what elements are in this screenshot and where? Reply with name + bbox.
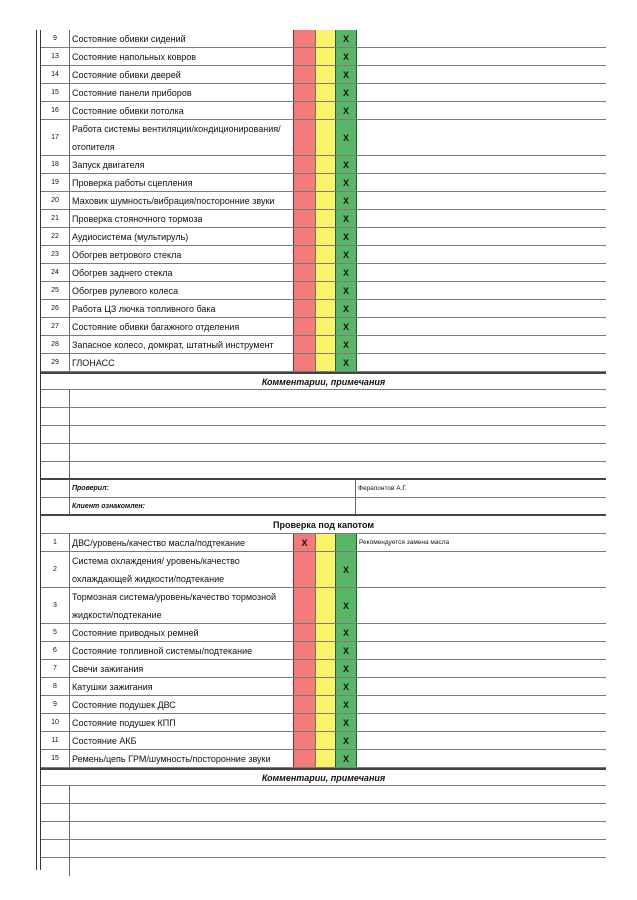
status-red-cell[interactable] — [293, 102, 315, 119]
status-red-cell[interactable] — [293, 228, 315, 245]
inspection-sheet — [41, 30, 606, 876]
item-note[interactable] — [357, 750, 606, 767]
comment-line[interactable] — [41, 786, 606, 804]
item-note[interactable] — [357, 192, 606, 209]
status-red-cell[interactable] — [293, 696, 315, 713]
item-name: Состояние топливной системы/подтекание — [72, 645, 253, 656]
item-name: Работа системы вентиляции/кондиционирования/ отопителя — [72, 123, 281, 152]
status-red-cell[interactable] — [293, 192, 315, 209]
checklist-row — [41, 30, 606, 48]
checklist-row — [41, 354, 606, 372]
checklist-row — [41, 660, 606, 678]
status-yellow-cell[interactable] — [315, 264, 335, 281]
status-red-cell[interactable] — [293, 156, 315, 173]
item-name: Состояние подушек КПП — [72, 717, 176, 728]
item-number: 17 — [41, 120, 70, 155]
status-green-cell[interactable]: X — [335, 750, 357, 767]
checked-by-value[interactable]: Ферапонтов А.Г. — [358, 485, 407, 492]
comment-line[interactable] — [41, 408, 606, 426]
item-number: 19 — [41, 174, 70, 191]
item-note[interactable] — [357, 282, 606, 299]
item-number: 2 — [41, 552, 70, 587]
status-yellow-cell[interactable] — [315, 66, 335, 83]
item-number: 24 — [41, 264, 70, 281]
item-name: Состояние обивки багажного отделения — [72, 321, 240, 332]
under-hood-title: Проверка под капотом — [41, 516, 606, 534]
item-name: Состояние АКБ — [72, 735, 137, 746]
item-number: 20 — [41, 192, 70, 209]
status-green-cell[interactable]: X — [335, 552, 357, 587]
item-note[interactable] — [357, 714, 606, 731]
status-red-cell[interactable] — [293, 84, 315, 101]
status-yellow-cell[interactable] — [315, 552, 335, 587]
checklist-row — [41, 552, 606, 588]
checked-by-label: Проверил: — [69, 480, 356, 497]
item-number: 9 — [41, 30, 70, 47]
status-red-cell[interactable] — [293, 66, 315, 83]
item-note[interactable] — [357, 300, 606, 317]
status-green-cell[interactable]: X — [335, 156, 357, 173]
comments-area — [41, 786, 606, 876]
left-border-line — [36, 30, 37, 870]
item-name: Состояние обивки сидений — [72, 33, 186, 44]
status-yellow-cell[interactable] — [315, 300, 335, 317]
status-yellow-cell[interactable] — [315, 642, 335, 659]
status-red-cell[interactable] — [293, 678, 315, 695]
item-note[interactable] — [357, 66, 606, 83]
item-number: 8 — [41, 678, 70, 695]
status-green-cell[interactable]: X — [335, 336, 357, 353]
checked-by-row — [41, 480, 606, 498]
comment-line[interactable] — [41, 444, 606, 462]
item-number: 26 — [41, 300, 70, 317]
checklist-row — [41, 48, 606, 66]
status-red-cell[interactable] — [293, 246, 315, 263]
status-yellow-cell[interactable] — [315, 102, 335, 119]
item-note[interactable] — [357, 102, 606, 119]
checklist-row — [41, 264, 606, 282]
item-number: 23 — [41, 246, 70, 263]
item-name: Маховик шумность/вибрация/посторонние звуки — [72, 195, 275, 206]
status-yellow-cell[interactable] — [315, 246, 335, 263]
status-yellow-cell[interactable] — [315, 714, 335, 731]
client-ack-row — [41, 498, 606, 516]
item-number: 5 — [41, 624, 70, 641]
status-red-cell[interactable] — [293, 732, 315, 749]
item-name: Тормозная система/уровень/качество тормозной жидкости/подтекание — [72, 591, 277, 620]
item-note[interactable] — [357, 336, 606, 353]
status-red-cell[interactable] — [293, 318, 315, 335]
status-yellow-cell[interactable] — [315, 732, 335, 749]
checklist-row — [41, 228, 606, 246]
item-name: Катушки зажигания — [72, 681, 153, 692]
status-green-cell[interactable]: X — [335, 228, 357, 245]
status-yellow-cell[interactable] — [315, 174, 335, 191]
status-red-cell[interactable] — [293, 30, 315, 47]
item-note[interactable] — [357, 696, 606, 713]
status-yellow-cell[interactable] — [315, 282, 335, 299]
status-red-cell[interactable] — [293, 588, 315, 623]
status-yellow-cell[interactable] — [315, 750, 335, 767]
status-green-cell[interactable]: X — [335, 282, 357, 299]
comments-area — [41, 390, 606, 480]
status-green-cell[interactable] — [335, 534, 357, 551]
item-number: 13 — [41, 48, 70, 65]
comments-title: Комментарии, примечания — [41, 372, 606, 390]
checklist-row — [41, 642, 606, 660]
status-red-cell[interactable] — [293, 750, 315, 767]
item-note[interactable] — [357, 120, 606, 155]
item-number: 21 — [41, 210, 70, 227]
status-green-cell[interactable]: X — [335, 192, 357, 209]
checklist-row — [41, 318, 606, 336]
client-ack-label: Клиент ознакомлен: — [69, 498, 356, 514]
item-number: 22 — [41, 228, 70, 245]
comment-line[interactable] — [41, 462, 606, 480]
item-note[interactable] — [357, 624, 606, 641]
item-name: Состояние панели приборов — [72, 87, 192, 98]
status-red-cell[interactable] — [293, 714, 315, 731]
item-number: 27 — [41, 318, 70, 335]
status-yellow-cell[interactable] — [315, 84, 335, 101]
status-green-cell[interactable]: X — [335, 48, 357, 65]
status-red-cell[interactable] — [293, 174, 315, 191]
status-red-cell[interactable] — [293, 624, 315, 641]
status-green-cell[interactable]: X — [335, 84, 357, 101]
checklist-row — [41, 750, 606, 768]
status-green-cell[interactable]: X — [335, 102, 357, 119]
item-number: 25 — [41, 282, 70, 299]
status-red-cell[interactable]: X — [293, 534, 315, 551]
item-note[interactable] — [357, 156, 606, 173]
checklist-row — [41, 534, 606, 552]
item-name: ГЛОНАСС — [72, 357, 115, 368]
checklist-row — [41, 84, 606, 102]
checklist-row — [41, 300, 606, 318]
checklist-row — [41, 192, 606, 210]
checklist-row — [41, 66, 606, 84]
item-number: 10 — [41, 714, 70, 731]
item-note[interactable] — [357, 354, 606, 371]
status-green-cell[interactable]: X — [335, 354, 357, 371]
status-green-cell[interactable]: X — [335, 732, 357, 749]
status-red-cell[interactable] — [293, 300, 315, 317]
checklist-row — [41, 696, 606, 714]
status-green-cell[interactable]: X — [335, 30, 357, 47]
comment-line[interactable] — [41, 804, 606, 822]
status-yellow-cell[interactable] — [315, 228, 335, 245]
item-name: Обогрев рулевого колеса — [72, 285, 179, 296]
status-yellow-cell[interactable] — [315, 30, 335, 47]
item-note[interactable] — [357, 30, 606, 47]
item-note[interactable] — [357, 678, 606, 695]
status-red-cell[interactable] — [293, 264, 315, 281]
item-name: Обогрев заднего стекла — [72, 267, 173, 278]
item-note[interactable] — [357, 552, 606, 587]
item-number: 1 — [41, 534, 70, 551]
checklist-row — [41, 210, 606, 228]
status-red-cell[interactable] — [293, 642, 315, 659]
item-number: 6 — [41, 642, 70, 659]
status-yellow-cell[interactable] — [315, 534, 335, 551]
status-green-cell[interactable]: X — [335, 246, 357, 263]
item-name: Обогрев ветрового стекла — [72, 249, 182, 260]
item-number: 18 — [41, 156, 70, 173]
status-green-cell[interactable]: X — [335, 714, 357, 731]
checklist-row — [41, 714, 606, 732]
checklist-row — [41, 156, 606, 174]
checklist-row — [41, 102, 606, 120]
status-yellow-cell[interactable] — [315, 660, 335, 677]
item-number: 28 — [41, 336, 70, 353]
checklist-row — [41, 174, 606, 192]
status-red-cell[interactable] — [293, 48, 315, 65]
status-yellow-cell[interactable] — [315, 678, 335, 695]
status-red-cell[interactable] — [293, 210, 315, 227]
item-note[interactable] — [357, 228, 606, 245]
item-note[interactable] — [357, 84, 606, 101]
item-number: 3 — [41, 588, 70, 623]
status-green-cell[interactable]: X — [335, 264, 357, 281]
comments-title: Комментарии, примечания — [41, 768, 606, 786]
status-yellow-cell[interactable] — [315, 48, 335, 65]
item-number: 29 — [41, 354, 70, 371]
item-name: Свечи зажигания — [72, 663, 144, 674]
item-name: Состояние обивки дверей — [72, 69, 181, 80]
item-name: ДВС/уровень/качество масла/подтекание — [72, 537, 246, 548]
status-green-cell[interactable]: X — [335, 318, 357, 335]
item-note[interactable] — [357, 732, 606, 749]
item-number: 7 — [41, 660, 70, 677]
status-yellow-cell[interactable] — [315, 696, 335, 713]
checklist-row — [41, 624, 606, 642]
item-note[interactable] — [357, 210, 606, 227]
item-name: Проверка стояночного тормоза — [72, 213, 203, 224]
status-red-cell[interactable] — [293, 552, 315, 587]
status-green-cell[interactable]: X — [335, 120, 357, 155]
comment-line[interactable] — [41, 822, 606, 840]
item-note[interactable] — [357, 642, 606, 659]
status-green-cell[interactable]: X — [335, 678, 357, 695]
item-number: 9 — [41, 696, 70, 713]
item-number: 15 — [41, 750, 70, 767]
item-number: 16 — [41, 102, 70, 119]
item-name: Проверка работы сцепления — [72, 177, 193, 188]
item-name: Состояние напольных ковров — [72, 51, 197, 62]
item-number: 14 — [41, 66, 70, 83]
status-green-cell[interactable]: X — [335, 300, 357, 317]
status-yellow-cell[interactable] — [315, 336, 335, 353]
status-yellow-cell[interactable] — [315, 192, 335, 209]
status-green-cell[interactable]: X — [335, 210, 357, 227]
item-number: 15 — [41, 84, 70, 101]
checklist-row — [41, 732, 606, 750]
status-red-cell[interactable] — [293, 660, 315, 677]
item-note[interactable] — [357, 246, 606, 263]
interior-checklist — [41, 30, 606, 372]
status-red-cell[interactable] — [293, 354, 315, 371]
checklist-row — [41, 246, 606, 264]
checklist-row — [41, 282, 606, 300]
item-note[interactable] — [357, 660, 606, 677]
comment-line[interactable] — [41, 858, 606, 876]
comment-line[interactable] — [41, 426, 606, 444]
status-green-cell[interactable]: X — [335, 588, 357, 623]
item-name: Аудиосистема (мультируль) — [72, 231, 189, 242]
item-name: Система охлаждения/ уровень/качество охлаждающей жидкости/подтекание — [72, 555, 240, 584]
client-ack-value[interactable] — [356, 498, 606, 514]
status-yellow-cell[interactable] — [315, 624, 335, 641]
status-yellow-cell[interactable] — [315, 318, 335, 335]
under-hood-checklist — [41, 534, 606, 768]
item-name: Ремень/цепь ГРМ/шумность/посторонние звуки — [72, 753, 271, 764]
status-yellow-cell[interactable] — [315, 156, 335, 173]
checklist-row — [41, 588, 606, 624]
comment-line[interactable] — [41, 840, 606, 858]
item-note[interactable] — [357, 48, 606, 65]
status-yellow-cell[interactable] — [315, 210, 335, 227]
item-name: Работа ЦЗ лючка топливного бака — [72, 303, 216, 314]
item-name: Состояние приводных ремней — [72, 627, 199, 638]
item-name: Запасное колесо, домкрат, штатный инструмент — [72, 339, 274, 350]
item-name: Состояние обивки потолка — [72, 105, 184, 116]
item-note[interactable] — [357, 318, 606, 335]
status-yellow-cell[interactable] — [315, 120, 335, 155]
status-red-cell[interactable] — [293, 282, 315, 299]
item-note[interactable] — [357, 588, 606, 623]
status-green-cell[interactable]: X — [335, 642, 357, 659]
item-name: Состояние подушек ДВС — [72, 699, 176, 710]
status-green-cell[interactable]: X — [335, 174, 357, 191]
item-number: 11 — [41, 732, 70, 749]
status-red-cell[interactable] — [293, 336, 315, 353]
status-red-cell[interactable] — [293, 120, 315, 155]
status-green-cell[interactable]: X — [335, 696, 357, 713]
checklist-row — [41, 678, 606, 696]
status-green-cell[interactable]: X — [335, 660, 357, 677]
item-note[interactable]: Рекомендуется замена масла — [359, 539, 450, 546]
status-yellow-cell[interactable] — [315, 588, 335, 623]
status-green-cell[interactable]: X — [335, 624, 357, 641]
item-note[interactable] — [357, 174, 606, 191]
checklist-row — [41, 120, 606, 156]
status-yellow-cell[interactable] — [315, 354, 335, 371]
item-note[interactable] — [357, 264, 606, 281]
status-green-cell[interactable]: X — [335, 66, 357, 83]
comment-line[interactable] — [41, 390, 606, 408]
item-name: Запуск двигателя — [72, 159, 145, 170]
checklist-row — [41, 336, 606, 354]
